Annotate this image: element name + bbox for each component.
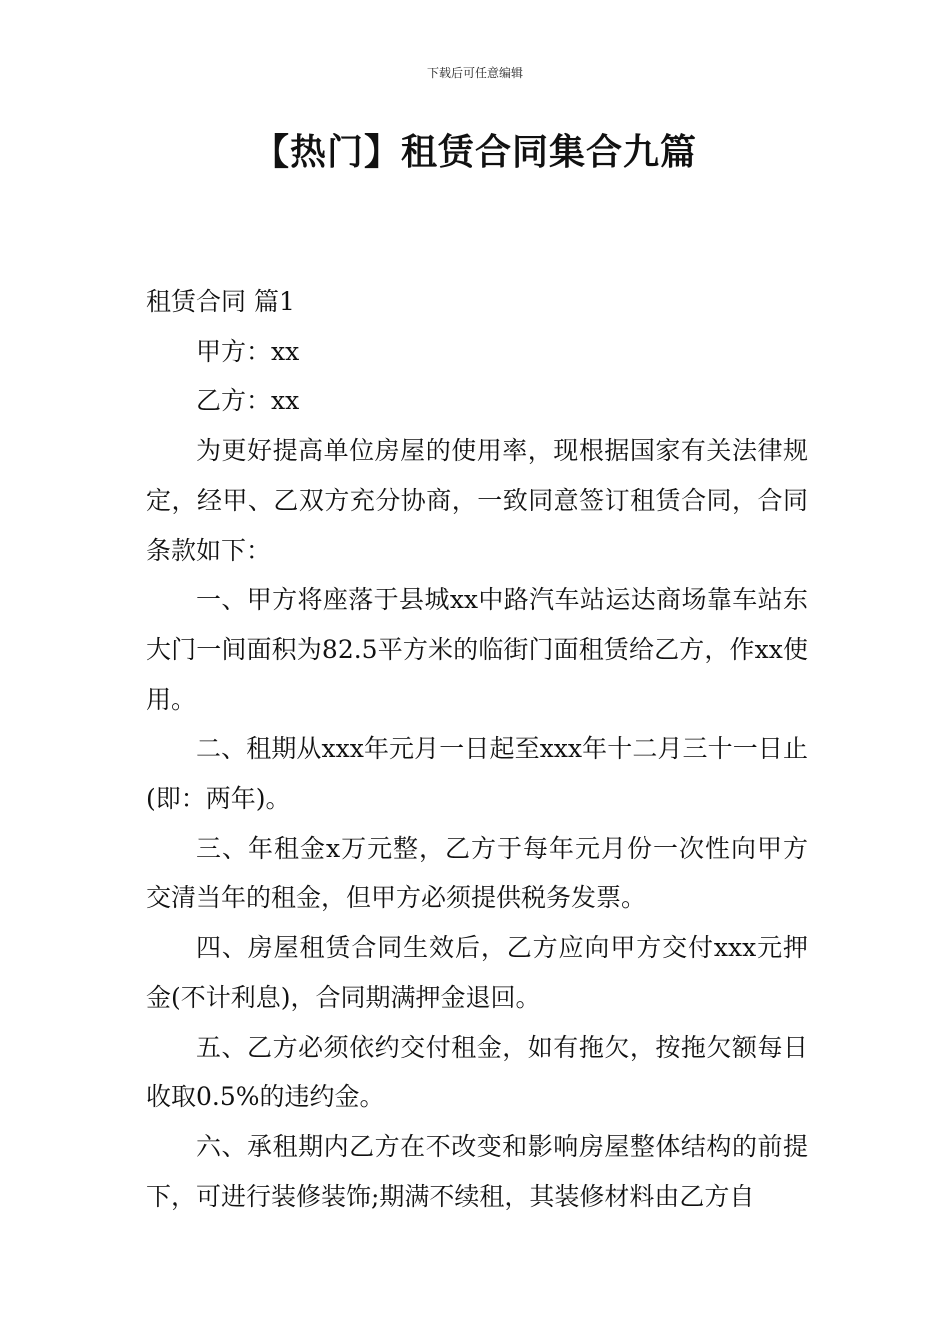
document-body [146,277,808,1221]
clause-5: 五、乙方必须依约交付租金，如有拖欠，按拖欠额每日收取0.5%的违约金。 [146,1032,808,1112]
section-heading: 租赁合同 篇1 [146,287,295,316]
header-note: 下载后可任意编辑 [426,66,523,80]
document-title: 【热门】租赁合同集合九篇 [252,132,697,173]
clause-2: 二、租期从xxx年元月一日起至xxx年十二月三十一日止(即：两年)。 [146,734,808,814]
preamble-paragraph: 为更好提高单位房屋的使用率，现根据国家有关法律规定，经甲、乙双方充分协商，一致同意签订租赁合同，合同条款如下： [146,436,808,565]
clause-6: 六、承租期内乙方在不改变和影响房屋整体结构的前提下，可进行装修装饰;期满不续租，其装修材料由乙方自 [146,1131,808,1211]
party-a-line: 甲方：xx [196,336,300,366]
clause-4: 四、房屋租赁合同生效后，乙方应向甲方交付xxx元押金(不计利息)，合同期满押金退回。 [146,933,808,1012]
clause-1: 一、甲方将座落于县城xx中路汽车站运达商场靠车站东大门一间面积为82.5平方米的临街门面租赁给乙方，作xx使用。 [146,585,808,714]
clause-3: 三、年租金x万元整，乙方于每年元月份一次性向甲方交清当年的租金，但甲方必须提供税务发票。 [146,833,808,913]
party-b-line: 乙方：xx [196,386,300,416]
